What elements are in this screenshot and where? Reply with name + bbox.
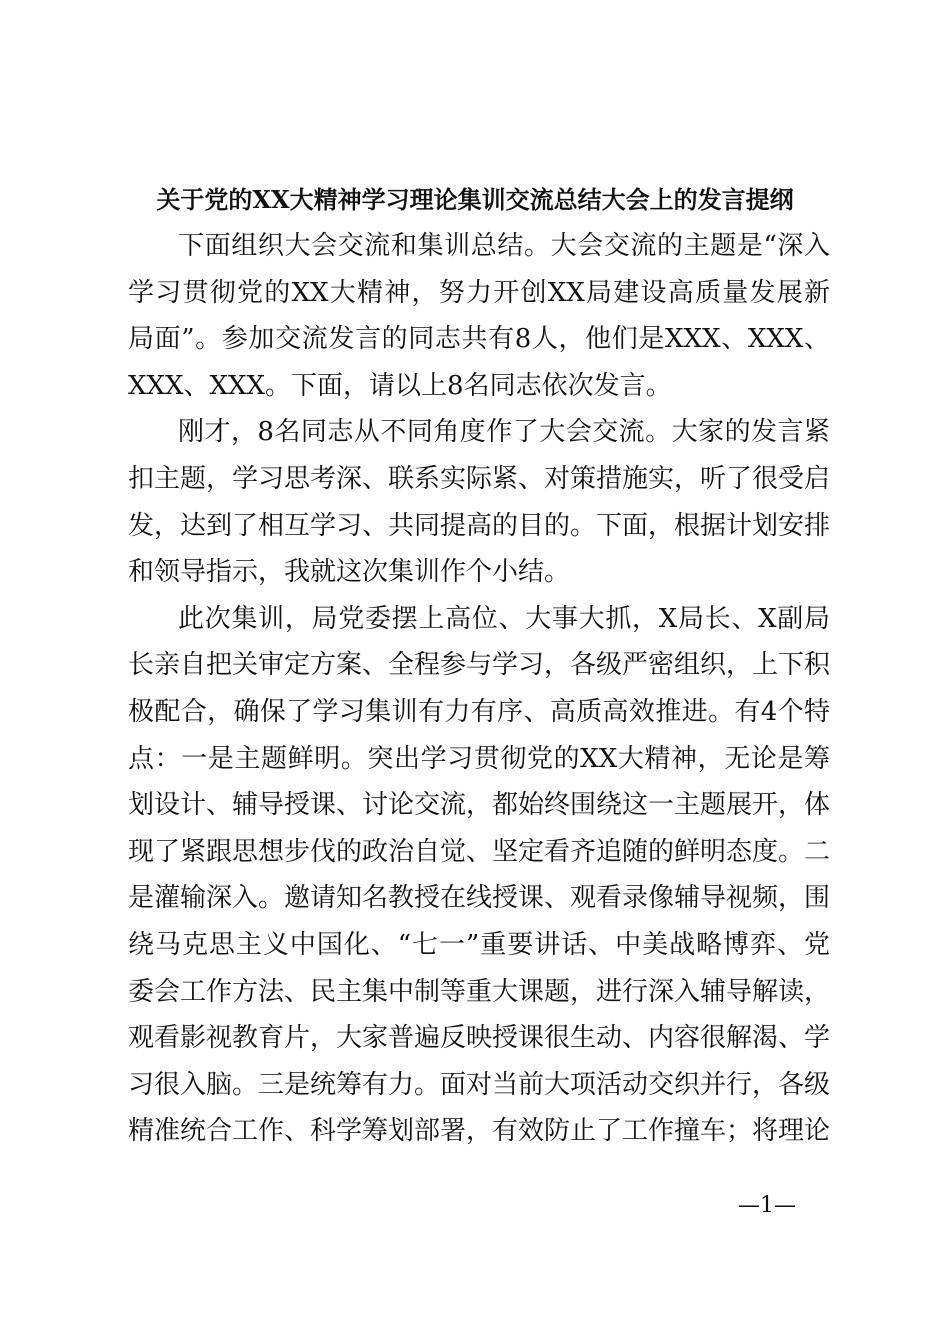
text-line: 划设计、辅导授课、讨论交流，都始终围绕这一主题展开，体 [128, 790, 831, 821]
document-title: 关于党的XX大精神学习理论集训交流总结大会上的发言提纲 [156, 185, 794, 214]
text-line: 下面组织大会交流和集训总结。大会交流的主题是“深入 [178, 231, 830, 261]
text-line: 绕马克思主义中国化、“七一”重要讲话、中美战略博弈、党 [128, 929, 830, 960]
text-line: 是灌输深入。邀请知名教授在线授课、观看录像辅导视频，围 [128, 883, 831, 914]
text-line: 发，达到了相互学习、共同提高的目的。下面，根据计划安排 [128, 510, 831, 541]
text-line: 和领导指示，我就这次集训作个小结。 [128, 557, 571, 588]
text-line: 长亲自把关审定方案、全程参与学习，各级严密组织，上下积 [128, 650, 831, 681]
text-line: 扣主题，学习思考深、联系实际紧、对策措施实，听了很受启 [128, 463, 831, 494]
paragraph-2 [128, 409, 830, 595]
paragraph-3 [128, 596, 830, 1155]
text-line: 极配合，确保了学习集训有力有序、高质高效推进。有4个特 [128, 696, 830, 727]
text-line: 委会工作方法、民主集中制等重大课题，进行深入辅导解读， [128, 976, 831, 1007]
text-line: 局面”。参加交流发言的同志共有8人，他们是XXX、XXX、 [128, 324, 830, 355]
page-number: —1— [738, 1193, 796, 1218]
text-line: 习很入脑。三是统筹有力。面对当前大项活动交织并行，各级 [128, 1069, 831, 1100]
text-line: 观看影视教育片，大家普遍反映授课很生动、内容很解渴、学 [128, 1023, 831, 1054]
text-line: XXX、XXX。下面，请以上8名同志依次发言。 [128, 370, 672, 401]
paragraph-1 [128, 223, 830, 409]
text-line: 刚才，8名同志从不同角度作了大会交流。大家的发言紧 [178, 417, 830, 448]
document-body [128, 223, 830, 1155]
text-line: 点：一是主题鲜明。突出学习贯彻党的XX大精神，无论是筹 [128, 743, 830, 774]
text-line: 精准统合工作、科学筹划部署，有效防止了工作撞车；将理论 [128, 1116, 831, 1147]
text-line: 学习贯彻党的XX大精神，努力开创XX局建设高质量发展新 [128, 277, 830, 308]
text-line: 此次集训，局党委摆上高位、大事大抓，X局长、X副局 [178, 603, 830, 634]
text-line: 现了紧跟思想步伐的政治自觉、坚定看齐追随的鲜明态度。二 [128, 836, 831, 867]
